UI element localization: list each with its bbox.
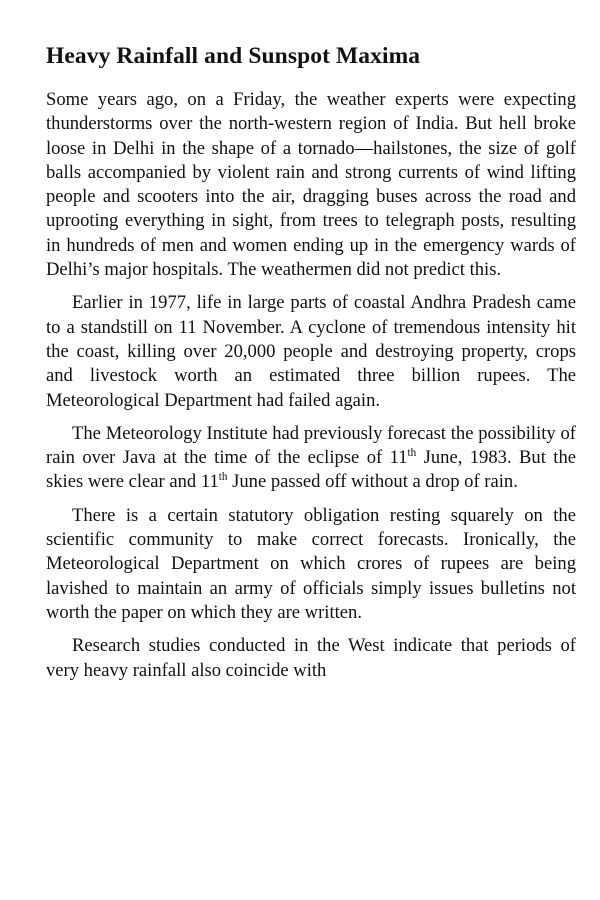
paragraph-andhra-cyclone: Earlier in 1977, life in large parts of coastal Andhra Pradesh came to a standstill on 11 November. A cyclone of tremendous intensity hit the coast, killing over 20,000 people and destroying property, crops and livestock worth an estimated three billion rupees. The Meteorological Department had failed again.: [46, 292, 576, 411]
paragraph-delhi-tornado: Some years ago, on a Friday, the weather experts were expecting thunderstorms over the north-western region of India. But hell broke loose in Delhi in the shape of a tornado—hailstones, the size of golf balls accompanied by violent rain and strong currents of wind lifting people and scooters into the air, dragging buses across the road and uprooting everything in sight, from trees to telegraph posts, resulting in hundreds of men and women ending up in the emergency wards of Delhi’s major hospitals. The weathermen did not predict this.: [46, 89, 576, 281]
paragraph-scientific-obligation: There is a certain statutory obligation resting squarely on the scientific community to make correct forecasts. Ironically, the Meteorological Department on which crores of rupees are being lavished to maintain an army of officials simply issues bulletins not worth the paper on which they are written.: [46, 504, 576, 623]
java-text-part-2: June, 1983. But the skies were clear and 11: [46, 447, 576, 493]
java-text-part-1: The Meteorology Institute had previously forecast the possibility of rain over Java at the time of the eclipse of 11: [46, 422, 576, 469]
paragraph-java-eclipse: [46, 422, 576, 495]
paragraph-research-studies: Research studies conducted in the West indicate that periods of very heavy rainfall also coincide with: [46, 635, 576, 681]
java-text-part-3: June passed off without a drop of rain.: [227, 471, 518, 493]
ordinal-superscript: th: [218, 471, 228, 484]
ordinal-superscript: th: [407, 446, 417, 459]
page-title: Heavy Rainfall and Sunspot Maxima: [46, 43, 421, 69]
